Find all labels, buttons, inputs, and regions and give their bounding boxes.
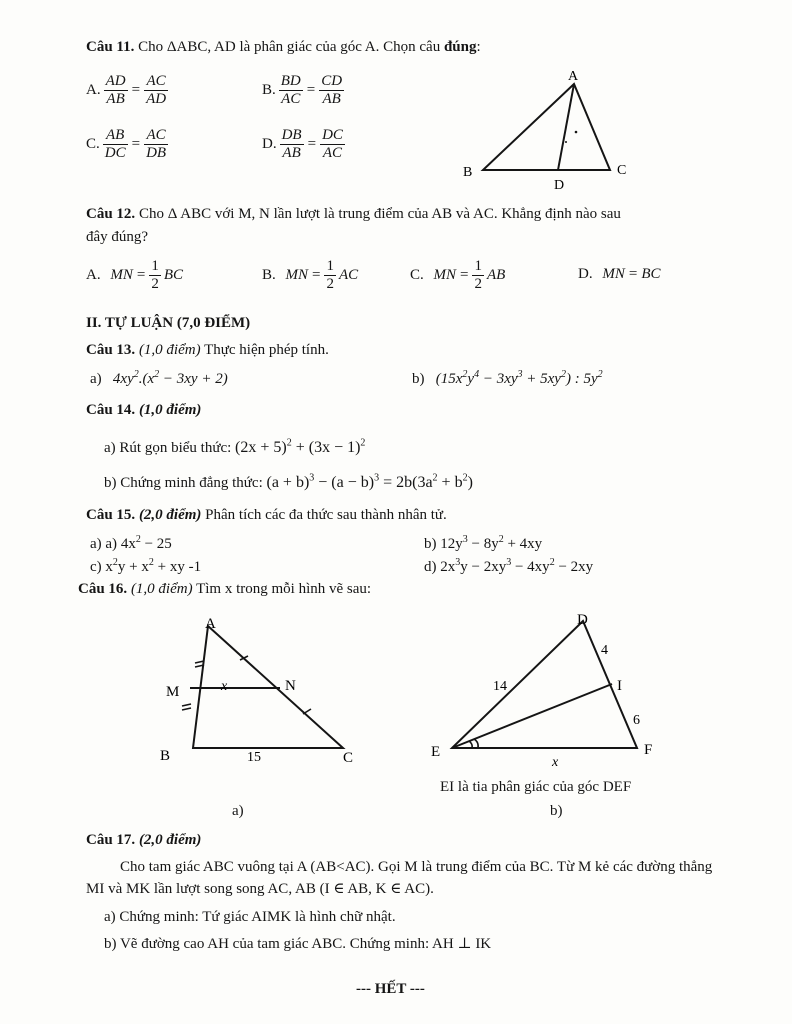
label-a: A [568, 69, 579, 84]
label-m: M [166, 684, 180, 700]
fraction: $\frac{DB}{AB}$ [281, 127, 302, 161]
q12-option-d[interactable]: D. MN = BC [578, 266, 661, 282]
q11-option-d[interactable]: D. $\frac{DB}{AB}$ = $\frac{DC}{AC}$ [262, 127, 343, 161]
q15-stem: Câu 15. (2,0 điểm) Phân tích các đa thức sau thành nhân tử. [86, 507, 447, 523]
label-15: 15 [247, 750, 261, 765]
q16-caption-a: a) [232, 803, 244, 819]
q11-option-b[interactable]: B. $\frac{BD}{AC}$ = $\frac{CD}{AB}$ [262, 73, 343, 107]
q11-option-a[interactable]: A. $\frac{AD}{AB}$ = $\frac{AC}{AD}$ [86, 73, 167, 107]
q12-option-a[interactable]: A. MN = $\frac{1}{2}$ BC [86, 258, 183, 292]
q17-b: b) Vẽ đường cao AH của tam giác ABC. Chứng minh: AH ⊥ IK [104, 936, 492, 952]
fraction: $\frac{BD}{AC}$ [280, 73, 301, 107]
section-title: II. TỰ LUẬN (7,0 ĐIỂM) [86, 315, 251, 331]
label-i: I [617, 678, 622, 694]
q16-note-b: EI là tia phân giác của góc DEF [440, 779, 632, 795]
fraction: $\frac{CD}{AB}$ [321, 73, 343, 107]
fraction: $\frac{1}{2}$ [474, 258, 482, 292]
q11-option-c[interactable]: C. $\frac{AB}{DC}$ = $\frac{AC}{DB}$ [86, 127, 167, 161]
label-x: x [221, 679, 228, 694]
fraction: $\frac{AB}{DC}$ [104, 127, 126, 161]
q12-stem: Câu 12. Cho Δ ABC với M, N lần lượt là trung điểm của AB và AC. Khẳng định nào sau [86, 206, 621, 222]
q13-stem: Câu 13. (1,0 điểm) Thực hiện phép tính. [86, 342, 329, 358]
q12-option-c[interactable]: C. MN = $\frac{1}{2}$ AB [410, 258, 506, 292]
q13-a: a) $4xy^2.(x^2 - 3xy + 2)$ [90, 369, 228, 387]
label-b: B [160, 748, 171, 764]
label-d: D [554, 178, 565, 193]
end-marker: --- HẾT --- [356, 981, 425, 997]
fraction: $\frac{1}{2}$ [326, 258, 334, 292]
label-14: 14 [493, 679, 507, 694]
q12-stem-cont: đây đúng? [86, 229, 149, 245]
label-c: C [617, 163, 627, 178]
label-b: B [463, 165, 473, 180]
fraction: $\frac{AC}{DB}$ [146, 127, 167, 161]
label-4: 4 [601, 643, 608, 658]
label-e: E [431, 744, 441, 760]
q14-a: a) Rút gọn biểu thức: $(2x + 5)^2 + (3x - 1)^2$ [104, 437, 366, 456]
q11-stem: Câu 11. Cho ΔABC, AD là phân giác của góc A. Chọn câu đúng: [86, 39, 481, 55]
q14-b: b) Chứng minh đẳng thức: $(a + b)^3 - (a - b)^3 = 2b(3a^2 + b^2)$ [104, 472, 473, 491]
q12-option-b[interactable]: B. MN = $\frac{1}{2}$ AC [262, 258, 359, 292]
q17-stem: Câu 17. (2,0 điểm) [86, 832, 202, 848]
q17-a: a) Chứng minh: Tứ giác AIMK là hình chữ nhật. [104, 909, 396, 925]
label-c: C [343, 750, 354, 766]
q16-figure-a [150, 608, 370, 768]
q15-a: a) a) $4x^2 - 25$ [90, 534, 172, 552]
label-a: A [205, 616, 216, 632]
fraction: $\frac{AD}{AB}$ [105, 73, 126, 107]
label-x: x [552, 755, 559, 770]
label-d: D [577, 612, 588, 628]
q16-figure-b [425, 608, 665, 778]
q15-c: c) $x^2y + x^2$ + xy -1 [90, 557, 202, 575]
q11-triangle-figure [455, 62, 640, 197]
label-n: N [285, 678, 296, 694]
q16-stem: Câu 16. (1,0 điểm) Tìm x trong mỗi hình vẽ sau: [78, 581, 372, 597]
q17-paragraph: Cho tam giác ABC vuông tại A (AB<AC). Gọi M là trung điểm của BC. Từ M kẻ các đường thẳng MI và MK lần lượt song song AC, AB (I ∈ AB, K ∈ AC). [86, 859, 713, 897]
q15-b: b) $12y^3 - 8y^2 + 4xy$ [424, 534, 543, 552]
q13-b: b) $(15x^2y^4 - 3xy^3 + 5xy^2)$ : $5y^2$ [412, 369, 603, 387]
fraction: $\frac{DC}{AC}$ [322, 127, 343, 161]
q15-d: d) $2x^3y - 2xy^3 - 4xy^2 - 2xy$ [424, 557, 594, 575]
q16-caption-b: b) [550, 803, 563, 819]
q14-stem: Câu 14. (1,0 điểm) [86, 402, 202, 418]
fraction: $\frac{AC}{AD}$ [146, 73, 167, 107]
label-f: F [644, 742, 653, 758]
fraction: $\frac{1}{2}$ [151, 258, 159, 292]
label-6: 6 [633, 713, 640, 728]
